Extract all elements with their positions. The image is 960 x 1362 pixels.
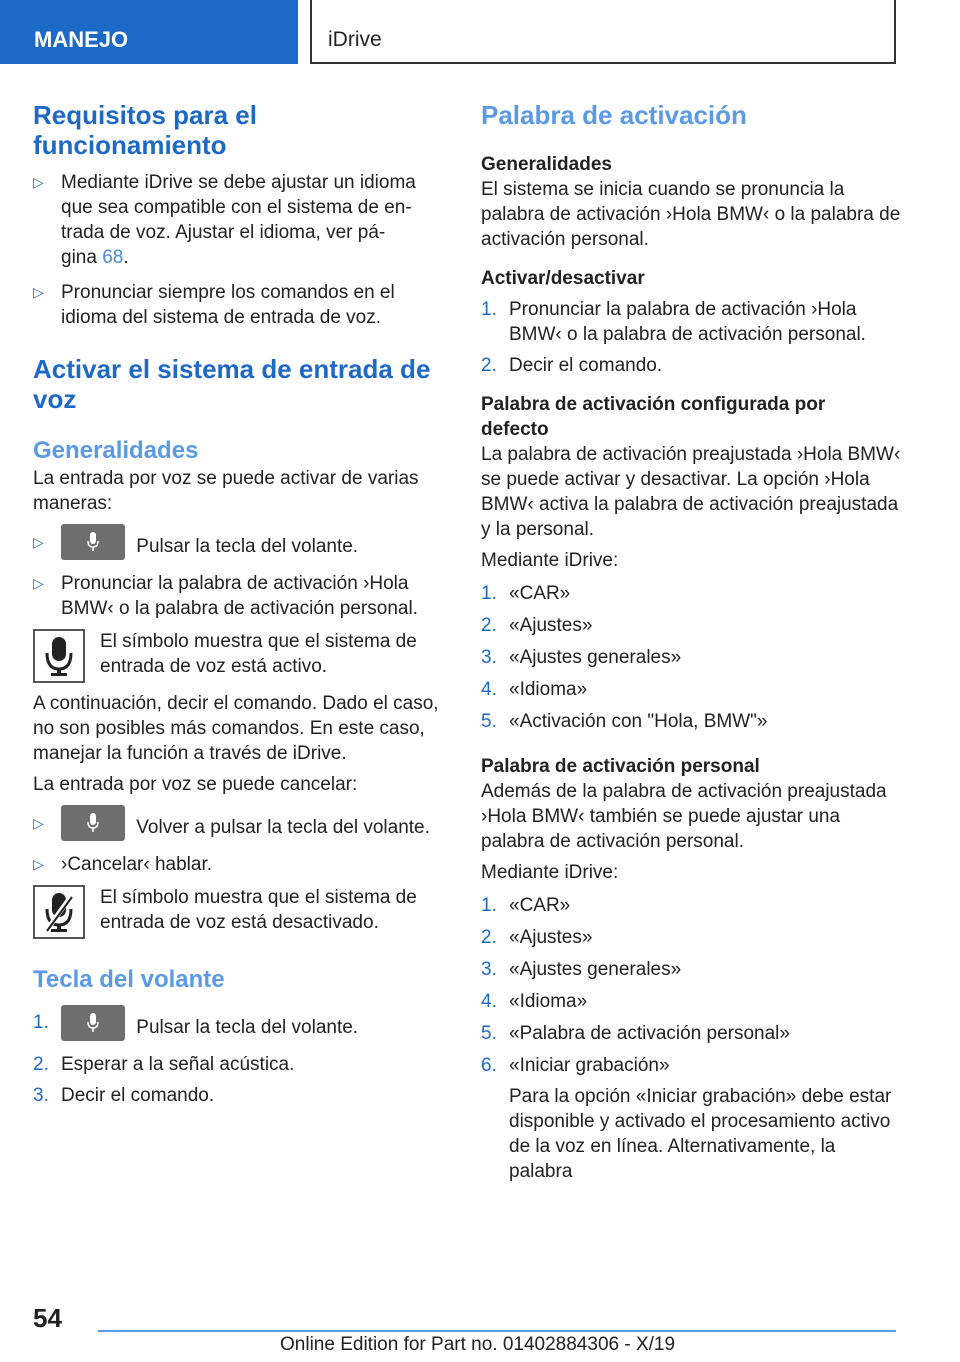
wheel-step1-text: Pulsar la tecla del volante. <box>136 1017 359 1038</box>
microphone-key-icon <box>61 524 125 560</box>
list-item <box>33 1083 443 1108</box>
personal-heading: Palabra de activación personal <box>481 756 760 777</box>
microphone-key-icon <box>61 1005 125 1041</box>
act-item1-text: Pulsar la tecla del volante. <box>136 536 359 557</box>
list-item <box>33 170 443 270</box>
toggle-step2-text: Decir el comando. <box>509 355 663 376</box>
wheel-title: Tecla del volante <box>33 966 225 993</box>
cancel-item2-text: ›Cancelar‹ hablar. <box>61 854 213 875</box>
list-item <box>481 893 901 918</box>
list-item <box>33 1052 443 1077</box>
list-item <box>481 1021 901 1046</box>
list-item <box>481 677 901 702</box>
gen-text: El sistema se inicia cuando se pronuncia la palabra de activación ›Hola BMW‹ o la palabra de activación personal. <box>481 179 901 250</box>
edition-text: Online Edition for Part no. 01402884306 - X/19 <box>280 1334 676 1355</box>
microphone-key-icon <box>61 805 125 841</box>
list-item <box>33 1005 443 1046</box>
req-item2-text: Pronunciar siempre los comandos en el idioma del sistema de entrada de voz. <box>61 282 395 328</box>
cancel-text: La entrada por voz se puede cancelar: <box>33 774 358 795</box>
general-text: La entrada por voz se puede activar de varias maneras: <box>33 468 419 514</box>
act-item2-text: Pronunciar la palabra de activación ›Hola BMW‹ o la palabra de activación personal. <box>61 573 418 619</box>
activate-title: Activar el sistema de entrada de voz <box>33 354 431 414</box>
menu1-step1: «CAR» <box>509 583 571 604</box>
step-number: 5. <box>481 1023 497 1044</box>
step-number: 3. <box>481 647 497 668</box>
wheel-step3-text: Decir el comando. <box>61 1085 215 1106</box>
list-item <box>481 645 901 670</box>
default-text: La palabra de activación preajustada ›Hola BMW‹ se puede activar y desactivar. La opción ›Hola BMW‹ activa la palabra de activación preajustada y la personal. <box>481 444 901 540</box>
step-number: 2. <box>481 927 497 948</box>
cancel-item1-text: Volver a pulsar la tecla del volante. <box>136 817 430 838</box>
req-item1-line1: Mediante iDrive se debe ajustar un idioma <box>61 172 416 193</box>
step-number: 1. <box>481 583 497 604</box>
list-item <box>33 524 443 565</box>
step-number: 4. <box>481 679 497 700</box>
continue-text: A continuación, decir el comando. Dado el caso, no son posibles más comandos. En este caso, manejar la función a través de iDrive. <box>33 693 439 764</box>
list-item <box>33 571 443 621</box>
list-item <box>33 805 443 846</box>
menu1-step5: «Activación con "Hola, BMW"» <box>509 711 768 732</box>
list-item <box>33 852 443 877</box>
menu2-step5: «Palabra de activación personal» <box>509 1023 790 1044</box>
list-item <box>481 581 901 606</box>
req-item1-line3: trada de voz. Ajustar el idioma, ver pá- <box>61 222 386 243</box>
step-number: 2. <box>33 1054 49 1075</box>
page-number: 54 <box>33 1303 62 1333</box>
right-column <box>481 100 901 1184</box>
record-note: Para la opción «Iniciar grabación» debe estar disponible y activado el procesamiento activo de la voz en línea. Alternativamente, la palabra <box>509 1086 892 1182</box>
step-number: 3. <box>481 959 497 980</box>
req-item1-end: . <box>123 247 129 268</box>
list-item <box>481 957 901 982</box>
left-column <box>33 100 443 1108</box>
triangle-bullet-icon: ▷ <box>33 856 44 872</box>
menu2-step3: «Ajustes generales» <box>509 959 682 980</box>
gen-heading: Generalidades <box>481 154 612 175</box>
footer-divider <box>98 1330 896 1332</box>
header-section-label: MANEJO <box>34 27 129 52</box>
step-number: 2. <box>481 355 497 376</box>
triangle-bullet-icon: ▷ <box>33 284 44 300</box>
via-idrive-2: Mediante iDrive: <box>481 862 619 883</box>
toggle-step1-text: Pronunciar la palabra de activación ›Hola BMW‹ o la palabra de activación personal. <box>509 299 866 345</box>
default-heading: Palabra de activación configurada por defecto <box>481 394 826 440</box>
symbol-off-row <box>33 885 443 939</box>
step-number: 1. <box>481 299 497 320</box>
symbol-off-text: El símbolo muestra que el sistema de entrada de voz está desactivado. <box>100 887 417 933</box>
menu2-step2: «Ajustes» <box>509 927 593 948</box>
menu2-step6: «Iniciar grabación» <box>509 1055 670 1076</box>
menu2-step4: «Idioma» <box>509 991 588 1012</box>
triangle-bullet-icon: ▷ <box>33 575 44 591</box>
step-number: 1. <box>33 1012 49 1033</box>
step-number: 4. <box>481 991 497 1012</box>
triangle-bullet-icon: ▷ <box>33 534 44 550</box>
triangle-bullet-icon: ▷ <box>33 174 44 190</box>
list-item <box>481 353 901 378</box>
via-idrive-1: Mediante iDrive: <box>481 550 619 571</box>
req-item1-line2: que sea compatible con el sistema de en- <box>61 197 412 218</box>
header-chapter <box>310 0 896 64</box>
requirements-title: Requisitos para el funcionamiento <box>33 100 257 160</box>
list-item <box>481 297 901 347</box>
menu1-step2: «Ajustes» <box>509 615 593 636</box>
personal-text: Además de la palabra de activación preajustada ›Hola BMW‹ también se puede ajustar una palabra de activación personal. <box>481 781 887 852</box>
list-item <box>481 613 901 638</box>
toggle-heading: Activar/desactivar <box>481 268 645 289</box>
microphone-off-icon <box>33 885 85 939</box>
list-item <box>481 709 901 734</box>
step-number: 1. <box>481 895 497 916</box>
wheel-step2-text: Esperar a la señal acústica. <box>61 1054 295 1075</box>
menu1-step3: «Ajustes generales» <box>509 647 682 668</box>
symbol-active-row <box>33 629 443 683</box>
triangle-bullet-icon: ▷ <box>33 815 44 831</box>
req-item1-line4: gina <box>61 247 103 268</box>
list-item <box>33 280 443 330</box>
general-title: Generalidades <box>33 437 199 464</box>
step-number: 3. <box>33 1085 49 1106</box>
step-number: 5. <box>481 711 497 732</box>
list-item <box>481 989 901 1014</box>
step-number: 6. <box>481 1055 497 1076</box>
symbol-active-text: El símbolo muestra que el sistema de entrada de voz está activo. <box>100 631 417 677</box>
microphone-icon <box>33 629 85 683</box>
page-link[interactable]: 68 <box>102 247 124 268</box>
menu1-step4: «Idioma» <box>509 679 588 700</box>
step-number: 2. <box>481 615 497 636</box>
menu2-step1: «CAR» <box>509 895 571 916</box>
list-item <box>481 925 901 950</box>
wake-word-title: Palabra de activación <box>481 100 747 130</box>
header-section <box>0 0 298 64</box>
list-item <box>481 1053 901 1078</box>
header-chapter-label: iDrive <box>328 28 382 51</box>
